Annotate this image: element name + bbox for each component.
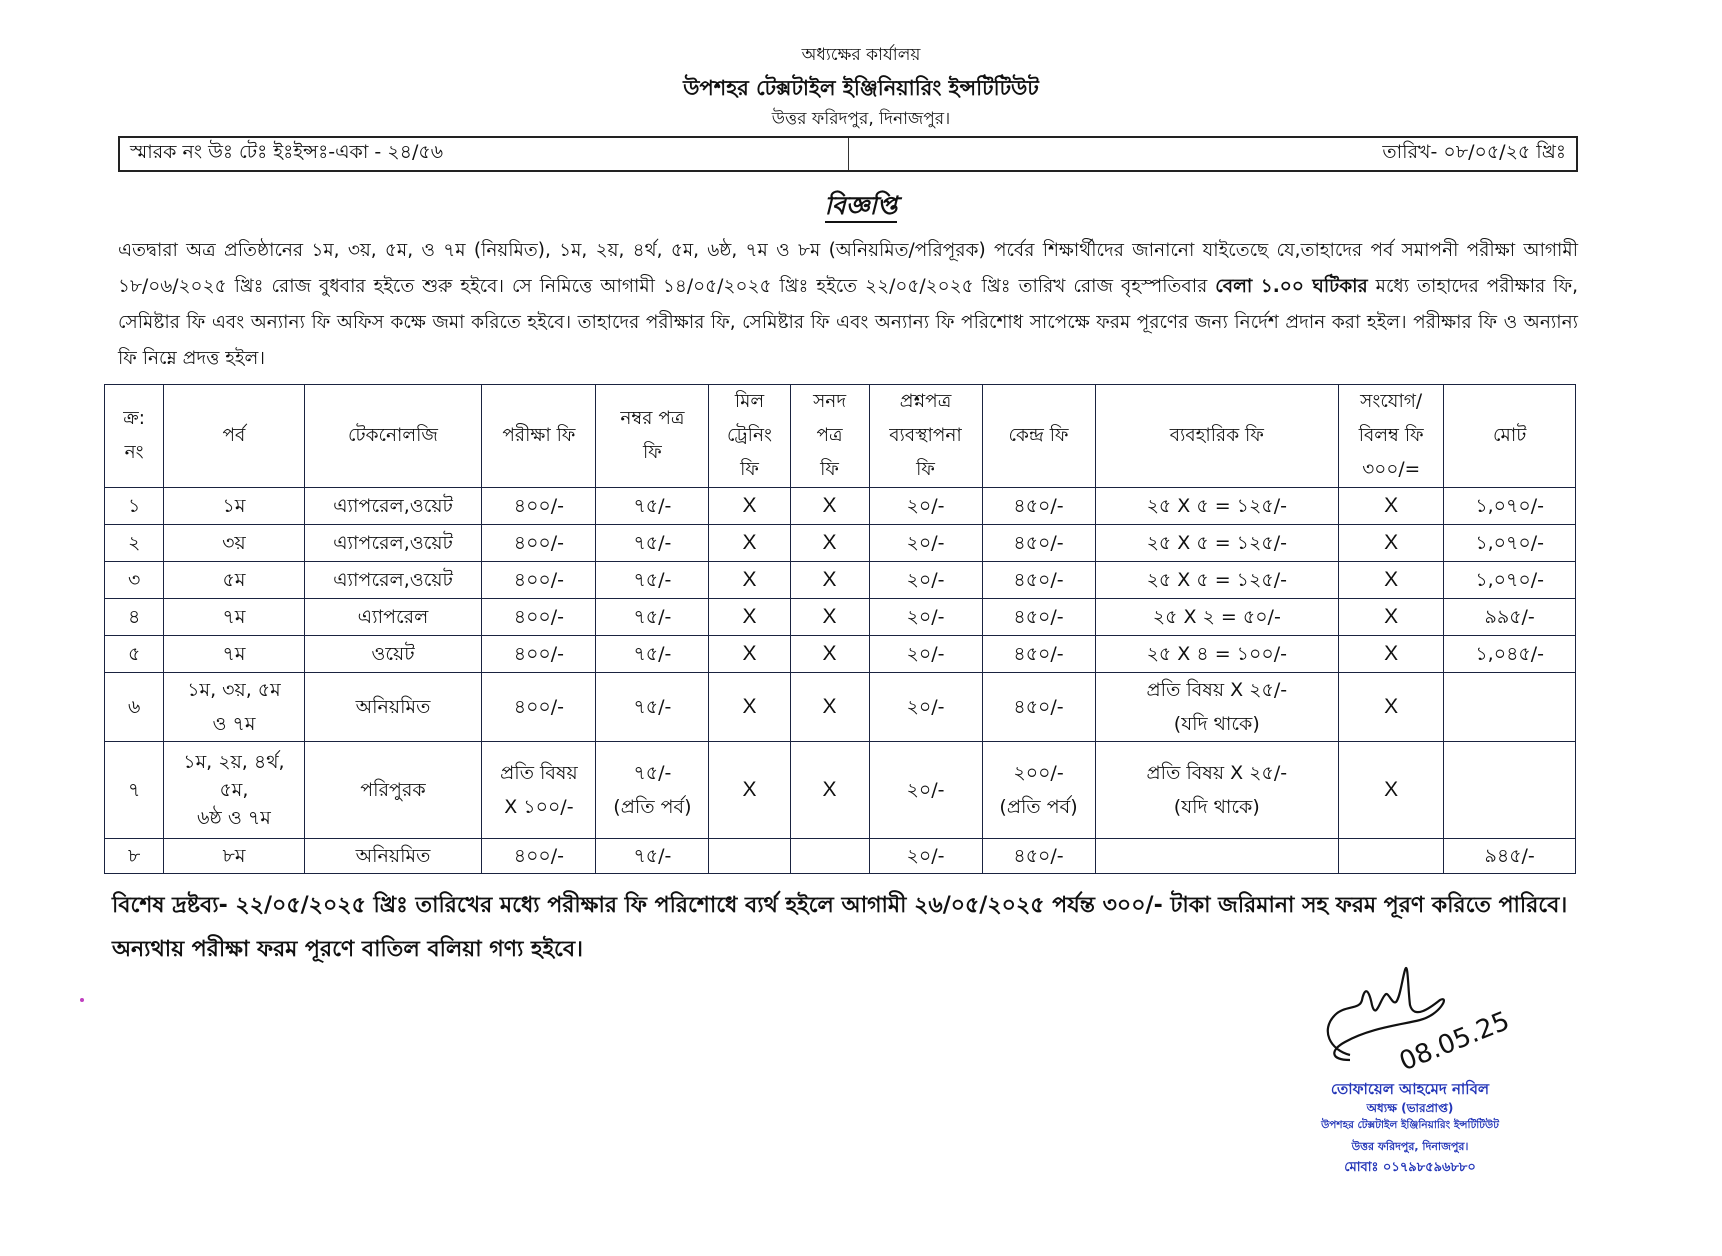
center-fee-cell [982, 636, 1095, 673]
mill-training-fee-cell: X [709, 636, 790, 673]
column-header-line: কেন্দ্র ফি [1008, 425, 1069, 446]
table-header-row [105, 385, 1576, 488]
late-fee-cell: X [1339, 599, 1444, 636]
table-row [105, 525, 1576, 562]
cell-line: প্রতি বিষয় [500, 762, 578, 784]
table-row [105, 673, 1576, 742]
practical-fee-cell [1095, 673, 1339, 742]
mill-training-fee-cell: X [709, 673, 790, 742]
cell-line: ৪০০/- [513, 696, 565, 718]
special-note: বিশেষ দ্রষ্টব্য- ২২/০৫/২০২৫ খ্রিঃ তারিখের মধ্যে পরীক্ষার ফি পরিশোধে ব্যর্থ হইলে আগামী ২৬/০৫/২০২৫ পর্যন্ত ৩০০/- টাকা জরিমানা সহ ফরম পূরণ করিতে পারিবে। অন্যথায় পরীক্ষা ফরম পূরণে বাতিল বলিয়া গণ্য হইবে। [112, 893, 1568, 962]
cell-line: ৬ষ্ঠ ও ৭ম [197, 807, 271, 829]
column-header-line: নম্বর পত্র [620, 408, 685, 429]
table-row [105, 599, 1576, 636]
question-mgmt-fee-cell: ২০/- [869, 525, 982, 562]
cell-line: ৩য় [222, 532, 246, 554]
exam-fee-cell [482, 673, 596, 742]
late-fee-cell [1339, 839, 1444, 874]
column-header-line: ফি [740, 459, 759, 480]
mill-training-fee-cell: X [709, 525, 790, 562]
semester-cell [164, 673, 304, 742]
column-header-line: পর্ব [222, 425, 246, 446]
issue-date: তারিখ- ০৮/০৫/২৫ খ্রিঃ [1382, 141, 1566, 163]
fee-table [104, 384, 1576, 874]
serial-cell: ৪ [105, 599, 164, 636]
technology-cell: পরিপুরক [304, 742, 482, 839]
cell-line: ৪৫০/- [1013, 606, 1064, 628]
serial-cell: ৩ [105, 562, 164, 599]
column-header [105, 385, 164, 488]
table-row [105, 742, 1576, 839]
cell-line: ৪৫০/- [1013, 696, 1064, 718]
exam-fee-cell [482, 488, 596, 525]
notice-title-text: বিজ্ঞপ্তি [825, 191, 898, 223]
serial-cell: ২ [105, 525, 164, 562]
cell-line: ৪৫০/- [1013, 495, 1064, 517]
cell-line: ৭৫/- [633, 569, 672, 591]
column-header [790, 385, 869, 488]
cell-line: প্রতি বিষয় X ২৫/- [1146, 679, 1288, 701]
memo-number: স্মারক নং উঃ টেঃ ইঃইন্সঃ-একা - ২৪/৫৬ [120, 138, 849, 170]
cell-line: (যদি থাকে) [1173, 796, 1260, 818]
technology-cell: এ্যাপরেল,ওয়েট [304, 562, 482, 599]
cell-line: ৭ম [222, 643, 246, 665]
column-header-line: মিল [734, 391, 765, 412]
cell-line: ৪৫০/- [1013, 643, 1064, 665]
cell-line: ৪০০/- [513, 569, 565, 591]
column-header [482, 385, 596, 488]
total-cell: ৯৪৫/- [1444, 839, 1576, 874]
cell-line: ৪০০/- [513, 643, 565, 665]
marksheet-fee-cell [596, 562, 709, 599]
reference-box [118, 136, 1578, 172]
scan-speck [80, 998, 84, 1002]
practical-fee-cell [1095, 839, 1339, 874]
marksheet-fee-cell [596, 599, 709, 636]
cell-line: ২৫ X ৫ = ১২৫/- [1146, 495, 1287, 517]
late-fee-cell: X [1339, 742, 1444, 839]
cell-line: (যদি থাকে) [1173, 713, 1260, 735]
marksheet-fee-cell [596, 742, 709, 839]
cell-line: ২৫ X ৫ = ১২৫/- [1146, 569, 1287, 591]
column-header [982, 385, 1095, 488]
signatory-designation: অধ্যক্ষ (ভারপ্রাপ্ত) [1366, 1101, 1454, 1115]
signatory-mobile: মোবাঃ ০১৭৯৮৫৯৬৮৮০ [1344, 1160, 1476, 1175]
signatory-name: তোফায়েল আহমেদ নাবিল [1330, 1080, 1490, 1098]
semester-cell [164, 488, 304, 525]
certificate-fee-cell: X [790, 742, 869, 839]
practical-fee-cell [1095, 599, 1339, 636]
total-cell [1444, 742, 1576, 839]
cell-line: ৭ম [222, 606, 246, 628]
certificate-fee-cell: X [790, 488, 869, 525]
column-header-line: ব্যবস্থাপনা [889, 425, 962, 446]
center-fee-cell [982, 525, 1095, 562]
institute-name: উপশহর টেক্সটাইল ইঞ্জিনিয়ারিং ইন্সটিটিউট [683, 76, 1039, 100]
late-fee-cell: X [1339, 525, 1444, 562]
certificate-fee-cell: X [790, 525, 869, 562]
column-header [304, 385, 482, 488]
cell-line: ২৫ X ২ = ৫০/- [1152, 606, 1281, 628]
cell-line: ৪০০/- [513, 845, 565, 867]
column-header-line: টেকনোলজি [347, 425, 438, 446]
column-header-line: ট্রেনিং [727, 425, 772, 446]
late-fee-cell: X [1339, 488, 1444, 525]
late-fee-cell: X [1339, 636, 1444, 673]
total-cell: ৯৯৫/- [1444, 599, 1576, 636]
cell-line: ৪৫০/- [1013, 845, 1064, 867]
late-fee-cell: X [1339, 673, 1444, 742]
column-header-line: ফি [643, 442, 662, 463]
center-fee-cell [982, 839, 1095, 874]
question-mgmt-fee-cell: ২০/- [869, 742, 982, 839]
serial-cell: ৮ [105, 839, 164, 874]
table-row [105, 636, 1576, 673]
technology-cell: এ্যাপরেল,ওয়েট [304, 525, 482, 562]
paragraph-part-2: মধ্যে তাহাদের পরীক্ষার ফি, সেমিষ্টার ফি এবং অন্যান্য ফি অফিস কক্ষে জমা করিতে হইবে। তাহাদের পরীক্ষার ফি, সেমিষ্টার ফি এবং অন্যান্য ফি পরিশোধ সাপেক্ষে ফরম পূরণের জন্য নির্দেশ প্রদান করা হইল। পরীক্ষার ফি ও অন্যান্য ফি নিম্নে প্রদত্ত হইল। [118, 276, 1578, 369]
cell-line: ৭৫/- [633, 532, 672, 554]
semester-cell [164, 742, 304, 839]
cell-line: ৪৫০/- [1013, 569, 1064, 591]
question-mgmt-fee-cell: ২০/- [869, 562, 982, 599]
mill-training-fee-cell: X [709, 599, 790, 636]
paragraph-bold-time: বেলা ১.০০ ঘটিকার [1215, 276, 1368, 297]
practical-fee-cell [1095, 636, 1339, 673]
cell-line: ৭৫/- [633, 495, 672, 517]
column-header-line: ব্যবহারিক ফি [1169, 425, 1264, 446]
column-header [1339, 385, 1444, 488]
cell-line: ৪০০/- [513, 532, 565, 554]
mill-training-fee-cell [709, 839, 790, 874]
exam-fee-cell [482, 742, 596, 839]
center-fee-cell [982, 742, 1095, 839]
column-header-line: ৩০০/= [1362, 459, 1421, 480]
table-row [105, 488, 1576, 525]
cell-line: ও ৭ম [212, 713, 256, 735]
notice-title [0, 186, 1722, 229]
technology-cell: অনিয়মিত [304, 673, 482, 742]
cell-line: ৫ম [222, 569, 246, 591]
signature-date: 08.05.25 [1395, 1006, 1514, 1078]
center-fee-cell [982, 599, 1095, 636]
cell-line: X ১০০/- [504, 796, 574, 818]
exam-fee-cell [482, 562, 596, 599]
serial-cell: ৭ [105, 742, 164, 839]
column-header-line: পরীক্ষা ফি [502, 425, 576, 446]
office-name: অধ্যক্ষের কার্যালয় [801, 45, 921, 65]
column-header [869, 385, 982, 488]
column-header [1444, 385, 1576, 488]
cell-line: প্রতি বিষয় X ২৫/- [1146, 762, 1288, 784]
total-cell: ১,০৪৫/- [1444, 636, 1576, 673]
total-cell: ১,০৭০/- [1444, 562, 1576, 599]
marksheet-fee-cell [596, 839, 709, 874]
marksheet-fee-cell [596, 525, 709, 562]
exam-fee-cell [482, 599, 596, 636]
cell-line: ৭৫/- [633, 643, 672, 665]
semester-cell [164, 636, 304, 673]
technology-cell: এ্যাপরেল,ওয়েট [304, 488, 482, 525]
column-header-line: সনদ [813, 391, 847, 412]
cell-line: ২০০/- [1013, 762, 1064, 784]
marksheet-fee-cell [596, 673, 709, 742]
practical-fee-cell [1095, 742, 1339, 839]
column-header-line: ক্র: [123, 408, 145, 429]
center-fee-cell [982, 562, 1095, 599]
cell-line: ৭৫/- [633, 696, 672, 718]
certificate-fee-cell [790, 839, 869, 874]
column-header-line: বিলম্ব ফি [1358, 425, 1424, 446]
table-body [105, 488, 1576, 874]
serial-cell: ৬ [105, 673, 164, 742]
cell-line: (প্রতি পর্ব) [613, 796, 692, 818]
question-mgmt-fee-cell: ২০/- [869, 488, 982, 525]
cell-line: ৫ম, [219, 779, 249, 801]
cell-line: ২৫ X ৫ = ১২৫/- [1146, 532, 1287, 554]
cell-line: ৪৫০/- [1013, 532, 1064, 554]
cell-line: ৪০০/- [513, 495, 565, 517]
certificate-fee-cell: X [790, 599, 869, 636]
cell-line: ১ম, ২য়, ৪র্থ, [183, 751, 285, 773]
signatory-institute: উপশহর টেক্সটাইল ইঞ্জিনিয়ারিং ইন্সটিটিউট [1321, 1119, 1499, 1131]
signatory-address: উত্তর ফরিদপুর, দিনাজপুর। [1351, 1140, 1469, 1153]
column-header-line: প্রশ্নপত্র [899, 391, 952, 412]
column-header [1095, 385, 1339, 488]
cell-line: ১ম, ৩য়, ৫ম [187, 679, 281, 701]
semester-cell [164, 562, 304, 599]
column-header-line: পত্র [816, 425, 843, 446]
question-mgmt-fee-cell: ২০/- [869, 673, 982, 742]
question-mgmt-fee-cell: ২০/- [869, 636, 982, 673]
practical-fee-cell [1095, 488, 1339, 525]
column-header-line: মোট [1493, 425, 1527, 446]
table-row [105, 839, 1576, 874]
question-mgmt-fee-cell: ২০/- [869, 839, 982, 874]
column-header-line: ফি [820, 459, 839, 480]
column-header [596, 385, 709, 488]
practical-fee-cell [1095, 562, 1339, 599]
center-fee-cell [982, 673, 1095, 742]
total-cell: ১,০৭০/- [1444, 525, 1576, 562]
question-mgmt-fee-cell: ২০/- [869, 599, 982, 636]
column-header-line: সংযোগ/ [1360, 391, 1423, 412]
cell-line: (প্রতি পর্ব) [999, 796, 1078, 818]
cell-line: ৭৫/- [633, 606, 672, 628]
semester-cell [164, 525, 304, 562]
center-fee-cell [982, 488, 1095, 525]
certificate-fee-cell: X [790, 673, 869, 742]
cell-line: ৭৫/- [633, 762, 672, 784]
cell-line: ৪০০/- [513, 606, 565, 628]
cell-line: ২৫ X ৪ = ১০০/- [1146, 643, 1287, 665]
serial-cell: ১ [105, 488, 164, 525]
exam-fee-cell [482, 636, 596, 673]
exam-fee-cell [482, 525, 596, 562]
cell-line: ৮ম [222, 845, 246, 867]
technology-cell: ওয়েট [304, 636, 482, 673]
certificate-fee-cell: X [790, 636, 869, 673]
table-row [105, 562, 1576, 599]
practical-fee-cell [1095, 525, 1339, 562]
late-fee-cell: X [1339, 562, 1444, 599]
cell-line: ৭৫/- [633, 845, 672, 867]
serial-cell: ৫ [105, 636, 164, 673]
column-header-line: নং [124, 442, 144, 463]
marksheet-fee-cell [596, 488, 709, 525]
certificate-fee-cell: X [790, 562, 869, 599]
exam-fee-cell [482, 839, 596, 874]
technology-cell: এ্যাপরেল [304, 599, 482, 636]
total-cell: ১,০৭০/- [1444, 488, 1576, 525]
cell-line: ১ম [222, 495, 246, 517]
column-header [709, 385, 790, 488]
semester-cell [164, 599, 304, 636]
column-header-line: ফি [916, 459, 935, 480]
column-header [164, 385, 304, 488]
institute-address: উত্তর ফরিদপুর, দিনাজপুর। [771, 109, 951, 129]
semester-cell [164, 839, 304, 874]
mill-training-fee-cell: X [709, 742, 790, 839]
mill-training-fee-cell: X [709, 562, 790, 599]
notice-paragraph [118, 233, 1578, 377]
paragraph-part-1: এতদ্বারা অত্র প্রতিষ্ঠানের ১ম, ৩য়, ৫ম, ও ৭ম (নিয়মিত), ১ম, ২য়, ৪র্থ, ৫ম, ৬ষ্ঠ, ৭ম ও ৮ম (অনিয়মিত/পরিপূরক) পর্বের শিক্ষার্থীদের জানানো যাইতেছে যে,তাহাদের পর্ব সমাপনী পরীক্ষা আগামী ১৮/০৬/২০২৫ খ্রিঃ রোজ বুধবার হইতে শুরু হইবে। সে নিমিত্তে আগামী ১৪/০৫/২০২৫ খ্রিঃ হইতে ২২/০৫/২০২৫ খ্রিঃ তারিখ রোজ বৃহস্পতিবার [118, 240, 1578, 297]
total-cell [1444, 673, 1576, 742]
mill-training-fee-cell: X [709, 488, 790, 525]
marksheet-fee-cell [596, 636, 709, 673]
technology-cell: অনিয়মিত [304, 839, 482, 874]
